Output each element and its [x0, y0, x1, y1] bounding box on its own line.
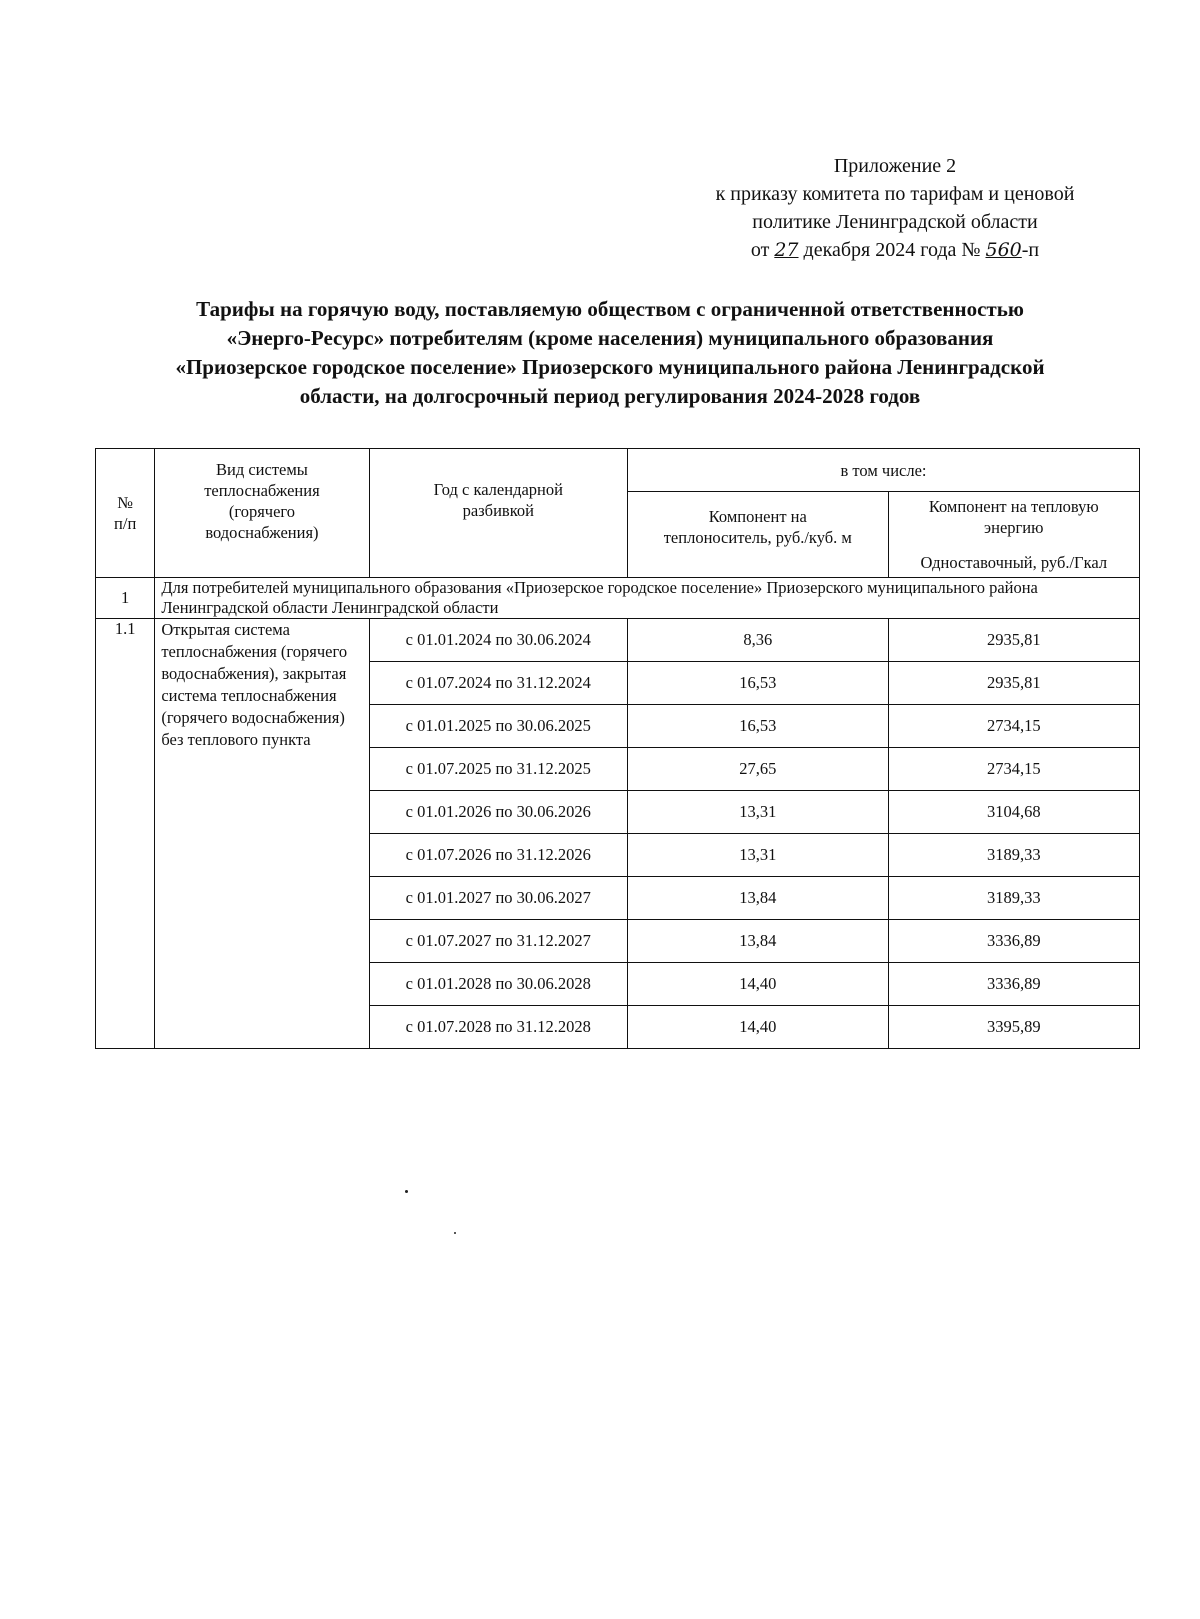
period-cell: с 01.01.2026 по 30.06.2026	[369, 791, 627, 834]
coolant-value: 8,36	[628, 619, 888, 662]
header-comp2-l2: энергию	[984, 518, 1044, 537]
period-cell: с 01.07.2025 по 31.12.2025	[369, 748, 627, 791]
coolant-value: 13,84	[628, 877, 888, 920]
header-coolant-component	[628, 492, 888, 578]
title-line-3: «Приозерское городское поселение» Приозерского муниципального района Ленинградской	[175, 355, 1045, 379]
number-suffix: -п	[1021, 239, 1040, 261]
handwritten-number: 560	[985, 239, 1022, 261]
handwritten-day: 27	[774, 239, 799, 261]
header-comp1-l1: Компонент на	[708, 507, 807, 526]
coolant-value: 14,40	[628, 1006, 888, 1049]
system-type-cell: Открытая система теплоснабжения (горячего водоснабжения), закрытая система теплоснабжения (горячего водоснабжения) без теплового пункта	[155, 619, 369, 1049]
heat-value: 3395,89	[888, 1006, 1139, 1049]
coolant-value: 13,31	[628, 834, 888, 877]
period-cell: с 01.01.2024 по 30.06.2024	[369, 619, 627, 662]
heat-value: 2935,81	[888, 619, 1139, 662]
appendix-committee: политике Ленинградской области	[752, 211, 1038, 233]
period-cell: с 01.07.2024 по 31.12.2024	[369, 662, 627, 705]
section-num: 1	[96, 578, 155, 619]
document-title	[95, 295, 1125, 411]
scan-speck	[454, 1232, 456, 1234]
coolant-value: 13,84	[628, 920, 888, 963]
header-year-l1: Год с календарной	[433, 480, 563, 499]
title-line-2: «Энерго-Ресурс» потребителям (кроме населения) муниципального образования	[226, 326, 994, 350]
header-heat-component	[888, 492, 1139, 578]
table-row	[96, 619, 1140, 662]
coolant-value: 27,65	[628, 748, 888, 791]
heat-value: 3336,89	[888, 920, 1139, 963]
header-type-l1: Вид системы	[215, 460, 308, 479]
header-year-l2: разбивкой	[462, 501, 534, 520]
date-prefix: от	[750, 239, 770, 261]
title-line-4: области, на долгосрочный период регулирования 2024-2028 годов	[299, 384, 921, 408]
header-num-l2: п/п	[114, 514, 137, 533]
heat-value: 3189,33	[888, 877, 1139, 920]
title-line-1: Тарифы на горячую воду, поставляемую обществом с ограниченной ответственностью	[196, 297, 1024, 321]
heat-value: 2734,15	[888, 705, 1139, 748]
heat-value: 3189,33	[888, 834, 1139, 877]
heat-value: 2734,15	[888, 748, 1139, 791]
header-num-l1: №	[117, 493, 134, 512]
period-cell: с 01.07.2027 по 31.12.2027	[369, 920, 627, 963]
section-row	[96, 578, 1140, 619]
period-cell: с 01.07.2026 по 31.12.2026	[369, 834, 627, 877]
coolant-value: 13,31	[628, 791, 888, 834]
header-year	[369, 449, 627, 578]
coolant-value: 16,53	[628, 662, 888, 705]
appendix-date-line	[600, 236, 1190, 264]
period-cell: с 01.01.2025 по 30.06.2025	[369, 705, 627, 748]
period-cell: с 01.01.2027 по 30.06.2027	[369, 877, 627, 920]
heat-value: 3336,89	[888, 963, 1139, 1006]
appendix-title: Приложение 2	[833, 155, 957, 177]
appendix-order-ref: к приказу комитета по тарифам и ценовой	[715, 183, 1075, 205]
coolant-value: 16,53	[628, 705, 888, 748]
header-including: в том числе:	[628, 449, 1140, 492]
header-num	[96, 449, 155, 578]
header-comp1-l2: теплоноситель, руб./куб. м	[663, 528, 852, 547]
period-cell: с 01.07.2028 по 31.12.2028	[369, 1006, 627, 1049]
period-cell: с 01.01.2028 по 30.06.2028	[369, 963, 627, 1006]
date-middle: декабря 2024 года №	[803, 239, 981, 261]
section-description: Для потребителей муниципального образования «Приозерское городское поселение» Приозерского муниципального района Ленинградской области Ленинградской области	[155, 578, 1140, 619]
coolant-value: 14,40	[628, 963, 888, 1006]
header-comp2-l1: Компонент на тепловую	[928, 497, 1099, 516]
scan-speck	[405, 1190, 408, 1193]
header-type-l4: водоснабжения)	[205, 523, 319, 542]
header-row-1	[96, 449, 1140, 492]
header-type-l2: теплоснабжения	[204, 481, 320, 500]
row-group-num: 1.1	[96, 619, 155, 1049]
heat-value: 2935,81	[888, 662, 1139, 705]
heat-value: 3104,68	[888, 791, 1139, 834]
header-type-l3: (горячего	[228, 502, 296, 521]
tariff-table	[95, 448, 1140, 1049]
appendix-header	[600, 152, 1190, 264]
header-comp2-l3: Одноставочный, руб./Гкал	[920, 553, 1108, 572]
header-system-type	[155, 449, 369, 578]
